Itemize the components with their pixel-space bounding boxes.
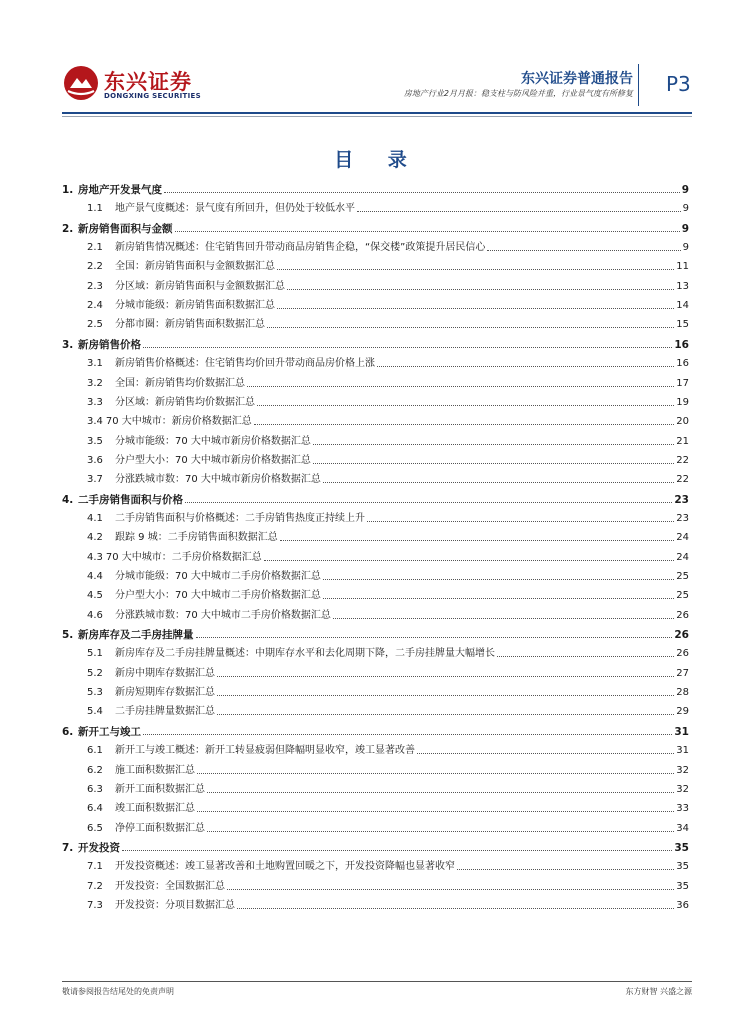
toc-subsection-entry[interactable] bbox=[62, 372, 689, 390]
toc-entry-label: 全国：新房销售均价数据汇总 bbox=[115, 377, 245, 389]
toc-subsection-entry[interactable] bbox=[62, 526, 689, 544]
toc-entry-label: 施工面积数据汇总 bbox=[115, 764, 195, 776]
toc-entry-page: 32 bbox=[676, 783, 689, 795]
toc-leader-dots bbox=[323, 579, 674, 580]
toc-entry-number: 4. bbox=[62, 493, 74, 506]
company-logo bbox=[62, 62, 202, 106]
toc-entry-label: 开发投资 bbox=[78, 841, 120, 854]
toc-entry-number: 7.1 bbox=[87, 861, 103, 873]
toc-entry-label: 分涨跌城市数：70 大中城市二手房价格数据汇总 bbox=[115, 609, 331, 621]
toc-entry-number: 2.5 bbox=[87, 319, 103, 331]
toc-subsection-entry[interactable] bbox=[62, 449, 689, 467]
toc-section-entry[interactable] bbox=[62, 217, 689, 235]
logo-icon bbox=[62, 64, 100, 102]
toc-section-entry[interactable] bbox=[62, 623, 689, 641]
toc-entry-label: 新房库存及二手房挂牌量概述：中期库存水平和去化周期下降，二手房挂牌量大幅增长 bbox=[115, 648, 495, 660]
toc-leader-dots bbox=[197, 811, 674, 812]
footer-disclaimer: 敬请参阅报告结尾处的免责声明 bbox=[62, 987, 174, 996]
toc-entry-number: 5.2 bbox=[87, 667, 103, 679]
toc-entry-number: 3.4 bbox=[87, 416, 103, 428]
toc-entry-label: 二手房销售面积与价格概述：二手房销售热度正持续上升 bbox=[115, 512, 365, 524]
toc-leader-dots bbox=[457, 869, 674, 870]
toc-entry-number: 3. bbox=[62, 338, 74, 351]
toc-leader-dots bbox=[313, 463, 674, 464]
toc-entry-number: 2.1 bbox=[87, 242, 103, 254]
toc-entry-number: 6.3 bbox=[87, 783, 103, 795]
toc-entry-number: 1. bbox=[62, 184, 74, 196]
toc-entry-page: 28 bbox=[676, 687, 689, 699]
toc-entry-label: 开发投资概述：竣工显著改善和土地购置回暖之下，开发投资降幅也显著收窄 bbox=[115, 861, 455, 873]
toc-entry-page: 22 bbox=[676, 454, 689, 466]
page-number: P3 bbox=[666, 72, 691, 96]
toc-entry-label: 分城市能级：新房销售面积数据汇总 bbox=[115, 300, 275, 312]
toc-section-entry[interactable] bbox=[62, 720, 689, 738]
toc-entry-page: 22 bbox=[676, 474, 689, 486]
toc-subsection-entry[interactable] bbox=[62, 584, 689, 602]
toc-entry-number: 7. bbox=[62, 841, 74, 854]
toc-leader-dots bbox=[417, 753, 674, 754]
toc-section-entry[interactable] bbox=[62, 178, 689, 196]
toc-leader-dots bbox=[175, 231, 680, 232]
toc-subsection-entry[interactable] bbox=[62, 778, 689, 796]
toc-entry-label: 分都市圈：新房销售面积数据汇总 bbox=[115, 319, 265, 331]
toc-leader-dots bbox=[323, 598, 674, 599]
toc-leader-dots bbox=[367, 521, 674, 522]
toc-subsection-entry[interactable] bbox=[62, 875, 689, 893]
logo-text-en: DONGXING SECURITIES bbox=[104, 92, 201, 100]
toc-subsection-entry[interactable] bbox=[62, 468, 689, 486]
toc-entry-number: 3.1 bbox=[87, 358, 103, 370]
toc-leader-dots bbox=[247, 386, 674, 387]
toc-entry-page: 9 bbox=[682, 203, 689, 215]
toc-entry-label: 新房短期库存数据汇总 bbox=[115, 687, 215, 699]
toc-entry-number: 6. bbox=[62, 725, 74, 738]
toc-entry-page: 26 bbox=[674, 629, 689, 642]
toc-entry-page: 23 bbox=[676, 512, 689, 524]
toc-entry-page: 25 bbox=[676, 590, 689, 602]
toc-entry-label: 新房销售价格 bbox=[78, 338, 141, 351]
report-subtitle: 房地产行业2月月报：稳支柱与防风险并重，行业景气度有所修复 bbox=[403, 89, 633, 98]
toc-entry-label: 全国：新房销售面积与金额数据汇总 bbox=[115, 261, 275, 273]
toc-section-entry[interactable] bbox=[62, 488, 689, 506]
toc-entry-number: 4.6 bbox=[87, 609, 103, 621]
toc-entry-number: 1.1 bbox=[87, 203, 103, 215]
toc-leader-dots bbox=[207, 831, 674, 832]
toc-subsection-entry[interactable] bbox=[62, 681, 689, 699]
toc-subsection-entry[interactable] bbox=[62, 391, 689, 409]
toc-entry-label: 新房销售情况概述：住宅销售回升带动商品房销售企稳，“保交楼”政策提升居民信心 bbox=[115, 242, 486, 254]
toc-entry-number: 3.7 bbox=[87, 474, 103, 486]
toc-leader-dots bbox=[377, 366, 674, 367]
toc-leader-dots bbox=[164, 192, 680, 193]
toc-leader-dots bbox=[287, 289, 674, 290]
toc-entry-label: 70 大中城市：新房价格数据汇总 bbox=[105, 416, 252, 428]
toc-subsection-entry[interactable] bbox=[62, 352, 689, 370]
toc-entry-number: 4.2 bbox=[87, 532, 103, 544]
toc-entry-label: 新开工与竣工 bbox=[78, 725, 141, 738]
toc-subsection-entry[interactable] bbox=[62, 236, 689, 254]
toc-entry-page: 19 bbox=[676, 396, 689, 408]
toc-entry-page: 15 bbox=[676, 319, 689, 331]
toc-subsection-entry[interactable] bbox=[62, 546, 689, 564]
toc-entry-number: 5.3 bbox=[87, 687, 103, 699]
toc-entry-number: 3.6 bbox=[87, 454, 103, 466]
toc-entry-label: 分户型大小：70 大中城市二手房价格数据汇总 bbox=[115, 590, 321, 602]
toc-entry-label: 新开工面积数据汇总 bbox=[115, 783, 205, 795]
toc-entry-page: 31 bbox=[676, 745, 689, 757]
toc-subsection-entry[interactable] bbox=[62, 855, 689, 873]
toc-entry-label: 跟踪 9 城：二手房销售面积数据汇总 bbox=[115, 532, 278, 544]
toc-leader-dots bbox=[143, 734, 672, 735]
toc-subsection-entry[interactable] bbox=[62, 642, 689, 660]
toc-entry-page: 25 bbox=[676, 571, 689, 582]
toc-entry-number: 6.1 bbox=[87, 745, 103, 757]
header-rule-thin bbox=[62, 116, 692, 117]
toc-entry-number: 6.2 bbox=[87, 764, 103, 776]
toc-entry-number: 4.1 bbox=[87, 512, 103, 524]
toc-entry-page: 21 bbox=[676, 435, 689, 447]
toc-entry-page: 13 bbox=[676, 280, 689, 292]
toc-subsection-entry[interactable] bbox=[62, 255, 689, 273]
toc-entry-number: 5.4 bbox=[87, 706, 103, 718]
toc-entry-label: 二手房挂牌量数据汇总 bbox=[115, 706, 215, 718]
toc-leader-dots bbox=[185, 502, 672, 503]
toc-entry-label: 新房销售面积与金额 bbox=[78, 222, 173, 235]
toc-leader-dots bbox=[277, 269, 674, 270]
toc-entry-page: 14 bbox=[676, 300, 689, 312]
toc-entry-page: 32 bbox=[676, 764, 689, 776]
toc-subsection-entry[interactable] bbox=[62, 313, 689, 331]
toc-subsection-entry[interactable] bbox=[62, 797, 689, 815]
toc-leader-dots bbox=[207, 792, 674, 793]
toc-entry-label: 净停工面积数据汇总 bbox=[115, 822, 205, 834]
toc-entry-label: 二手房销售面积与价格 bbox=[78, 493, 183, 506]
toc-entry-page: 35 bbox=[676, 880, 689, 892]
toc-entry-label: 分城市能级：70 大中城市新房价格数据汇总 bbox=[115, 435, 311, 447]
toc-entry-page: 17 bbox=[676, 377, 689, 389]
toc-entry-label: 分涨跌城市数：70 大中城市新房价格数据汇总 bbox=[115, 474, 321, 486]
toc-leader-dots bbox=[497, 656, 674, 657]
toc-section-entry[interactable] bbox=[62, 836, 689, 854]
toc-leader-dots bbox=[196, 637, 673, 638]
toc-leader-dots bbox=[217, 695, 674, 696]
toc-leader-dots bbox=[122, 850, 672, 851]
toc-leader-dots bbox=[197, 773, 674, 774]
toc-entry-page: 16 bbox=[676, 358, 689, 370]
toc-entry-label: 新房中期库存数据汇总 bbox=[115, 667, 215, 679]
toc-subsection-entry[interactable] bbox=[62, 430, 689, 448]
toc-leader-dots bbox=[267, 327, 674, 328]
toc-subsection-entry[interactable] bbox=[62, 700, 689, 718]
toc-subsection-entry[interactable] bbox=[62, 294, 689, 312]
toc-entry-page: 11 bbox=[676, 261, 689, 273]
toc-entry-number: 3.5 bbox=[87, 435, 103, 447]
toc-entry-number: 7.3 bbox=[87, 899, 103, 911]
footer-slogan: 东方财智 兴盛之源 bbox=[625, 987, 692, 996]
toc-entry-label: 地产景气度概述：景气度有所回升，但仍处于较低水平 bbox=[115, 203, 355, 215]
toc-subsection-entry[interactable] bbox=[62, 197, 689, 215]
toc-entry-label: 新房库存及二手房挂牌量 bbox=[78, 629, 194, 642]
toc-leader-dots bbox=[227, 889, 674, 890]
toc-leader-dots bbox=[237, 908, 674, 909]
toc-leader-dots bbox=[487, 250, 680, 251]
toc-entry-number: 6.5 bbox=[87, 822, 103, 834]
toc-entry-number: 2.4 bbox=[87, 300, 103, 312]
page-header bbox=[0, 0, 755, 120]
toc-entry-label: 房地产开发景气度 bbox=[78, 184, 162, 196]
toc-leader-dots bbox=[217, 714, 674, 715]
toc-leader-dots bbox=[257, 405, 674, 406]
toc-subsection-entry[interactable] bbox=[62, 894, 689, 912]
header-divider bbox=[638, 64, 639, 106]
toc-entry-page: 9 bbox=[682, 242, 689, 254]
toc-subsection-entry[interactable] bbox=[62, 507, 689, 525]
toc-entry-label: 分区域：新房销售均价数据汇总 bbox=[115, 396, 255, 408]
toc-entry-number: 4.3 bbox=[87, 551, 103, 563]
toc-leader-dots bbox=[313, 444, 674, 445]
footer-rule bbox=[62, 981, 692, 982]
toc-entry-label: 新开工与竣工概述：新开工转显疲弱但降幅明显收窄，竣工显著改善 bbox=[115, 745, 415, 757]
toc-entry-page: 24 bbox=[676, 551, 689, 563]
toc-subsection-entry[interactable] bbox=[62, 739, 689, 757]
toc-entry-page: 24 bbox=[676, 532, 689, 544]
toc-leader-dots bbox=[280, 540, 675, 541]
toc-leader-dots bbox=[143, 347, 672, 348]
toc-entry-page: 26 bbox=[676, 648, 689, 660]
toc-entry-page: 16 bbox=[674, 338, 689, 351]
toc-entry-label: 分城市能级：70 大中城市二手房价格数据汇总 bbox=[115, 571, 321, 582]
toc-subsection-entry[interactable] bbox=[62, 662, 689, 680]
toc-entry-page: 27 bbox=[676, 667, 689, 679]
toc-entry-page: 31 bbox=[674, 725, 689, 738]
toc-leader-dots bbox=[357, 211, 681, 212]
toc-entry-label: 开发投资：全国数据汇总 bbox=[115, 880, 225, 892]
toc-leader-dots bbox=[323, 482, 674, 483]
toc-entry-page: 26 bbox=[676, 609, 689, 621]
toc-leader-dots bbox=[217, 676, 674, 677]
toc-entry-number: 4.4 bbox=[87, 571, 103, 582]
header-rule bbox=[62, 112, 692, 114]
toc-leader-dots bbox=[264, 560, 674, 561]
toc-subsection-entry[interactable] bbox=[62, 604, 689, 622]
toc-entry-number: 2.2 bbox=[87, 261, 103, 273]
toc-leader-dots bbox=[277, 308, 674, 309]
toc-leader-dots bbox=[333, 618, 674, 619]
toc-title: 目 录 bbox=[334, 149, 421, 171]
toc-entry-label: 70 大中城市：二手房价格数据汇总 bbox=[105, 551, 262, 563]
toc-entry-number: 4.5 bbox=[87, 590, 103, 602]
toc-entry-label: 竣工面积数据汇总 bbox=[115, 803, 195, 815]
toc-entry-page: 9 bbox=[681, 222, 689, 235]
toc-entry-page: 36 bbox=[676, 899, 689, 911]
toc-entry-page: 23 bbox=[674, 493, 689, 506]
toc-entry-label: 分区域：新房销售面积与金额数据汇总 bbox=[115, 280, 285, 292]
toc-entry-number: 3.2 bbox=[87, 377, 103, 389]
toc-entry-page: 9 bbox=[681, 184, 689, 196]
toc-leader-dots bbox=[254, 424, 674, 425]
toc-entry-label: 分户型大小：70 大中城市新房价格数据汇总 bbox=[115, 454, 311, 466]
toc-entry-page: 29 bbox=[676, 706, 689, 718]
toc-entry-number: 6.4 bbox=[87, 803, 103, 815]
toc-subsection-entry[interactable] bbox=[62, 275, 689, 293]
toc-entry-label: 开发投资：分项目数据汇总 bbox=[115, 899, 235, 911]
toc-entry-label: 新房销售价格概述：住宅销售均价回升带动商品房价格上涨 bbox=[115, 358, 375, 370]
toc-subsection-entry[interactable] bbox=[62, 817, 689, 835]
toc-subsection-entry[interactable] bbox=[62, 759, 689, 777]
toc-entry-number: 5. bbox=[62, 629, 74, 642]
toc-section-entry[interactable] bbox=[62, 333, 689, 351]
toc-entry-page: 35 bbox=[674, 841, 689, 854]
toc-entry-number: 7.2 bbox=[87, 880, 103, 892]
logo-text-cn: 东兴证券 bbox=[104, 70, 192, 94]
toc-entry-page: 33 bbox=[676, 803, 689, 815]
toc-entry-page: 34 bbox=[676, 822, 689, 834]
toc-subsection-entry[interactable] bbox=[62, 565, 689, 583]
toc-entry-page: 35 bbox=[676, 861, 689, 873]
toc-entry-number: 5.1 bbox=[87, 648, 103, 660]
toc-entry-number: 3.3 bbox=[87, 396, 103, 408]
toc-entry-number: 2. bbox=[62, 222, 74, 235]
toc-entry-number: 2.3 bbox=[87, 280, 103, 292]
toc-subsection-entry[interactable] bbox=[62, 410, 689, 428]
toc-entry-page: 20 bbox=[676, 416, 689, 428]
report-type-title: 东兴证券普通报告 bbox=[521, 71, 633, 87]
